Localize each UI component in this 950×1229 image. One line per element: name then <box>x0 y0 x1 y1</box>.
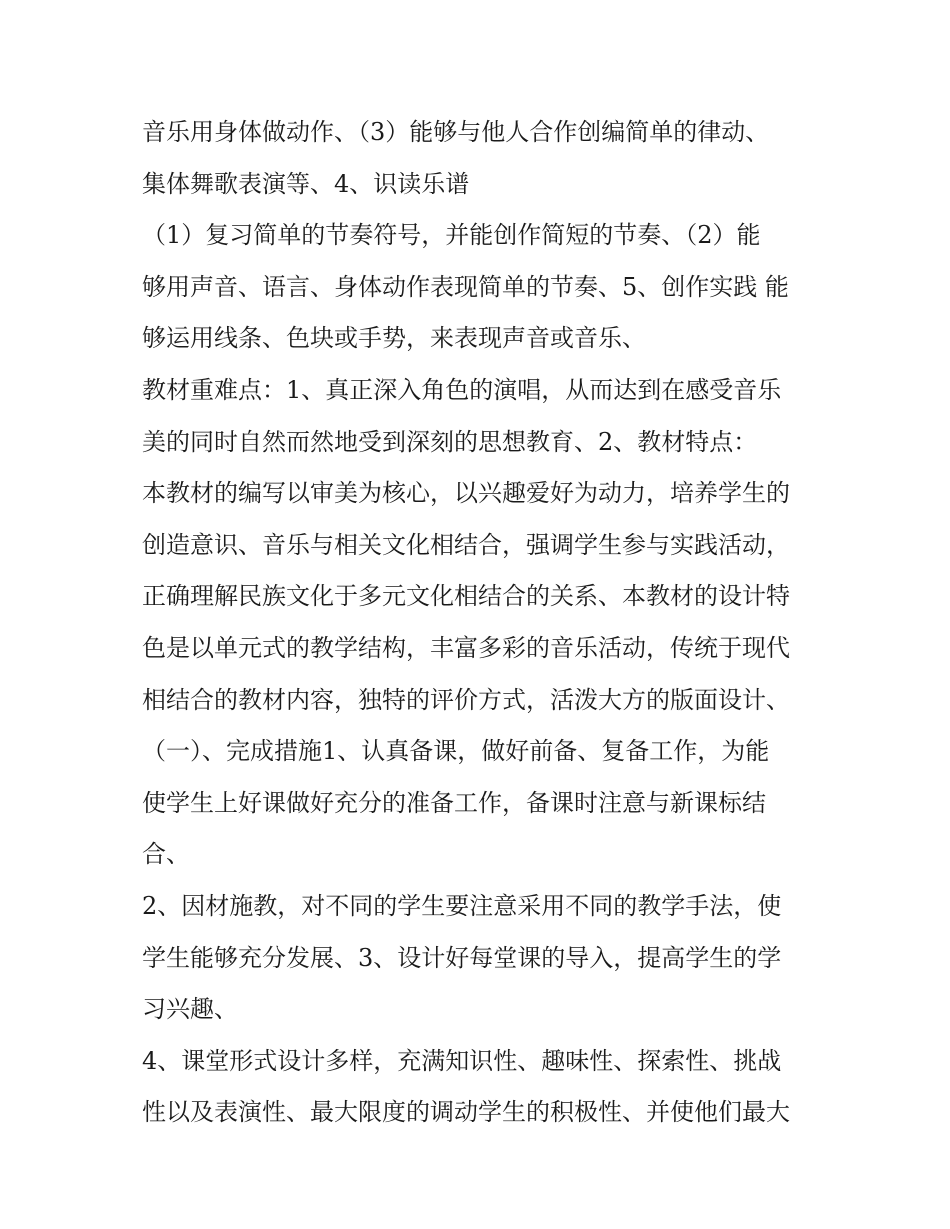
text-line: 4、课堂形式设计多样，充满知识性、趣味性、探索性、挑战 <box>142 1046 782 1075</box>
text-line: 创造意识、音乐与相关文化相结合，强调学生参与实践活动， <box>142 530 790 559</box>
text-line: 合、 <box>142 840 190 869</box>
text-line: （1）复习简单的节奏符号，并能创作简短的节奏、（2）能 <box>142 221 761 250</box>
text-line: 音乐用身体做动作、（3）能够与他人合作创编简单的律动、 <box>142 118 770 146</box>
text-line: 使学生上好课做好充分的准备工作，备课时注意与新课标结 <box>142 788 766 817</box>
text-line: 学生能够充分发展、3、设计好每堂课的导入，提高学生的学 <box>142 943 782 972</box>
text-line: 正确理解民族文化于多元文化相结合的关系、本教材的设计特 <box>142 582 790 611</box>
text-line: 够用声音、语言、身体动作表现简单的节奏、5、创作实践 能 <box>142 272 789 301</box>
text-line: 相结合的教材内容，独特的评价方式，活泼大方的版面设计、 <box>142 685 790 714</box>
body-text <box>142 107 832 1139</box>
text-line: 2、因材施教，对不同的学生要注意采用不同的教学手法，使 <box>142 891 782 920</box>
text-line: 习兴趣、 <box>142 995 238 1024</box>
text-line: 本教材的编写以审美为核心，以兴趣爱好为动力，培养学生的 <box>142 479 790 508</box>
text-line: 色是以单元式的教学结构，丰富多彩的音乐活动，传统于现代 <box>142 633 790 662</box>
text-line: 美的同时自然而然地受到深刻的思想教育、2、教材特点： <box>142 427 758 456</box>
text-line: 教材重难点：1、真正深入角色的演唱，从而达到在感受音乐 <box>142 375 782 404</box>
text-line: （一）、完成措施1、认真备课，做好前备、复备工作，为能 <box>142 737 770 766</box>
text-line: 够运用线条、色块或手势，来表现声音或音乐、 <box>142 324 646 353</box>
text-line: 性以及表演性、最大限度的调动学生的积极性、并使他们最大 <box>142 1098 790 1127</box>
text-line: 集体舞歌表演等、4、识读乐谱 <box>142 169 470 198</box>
